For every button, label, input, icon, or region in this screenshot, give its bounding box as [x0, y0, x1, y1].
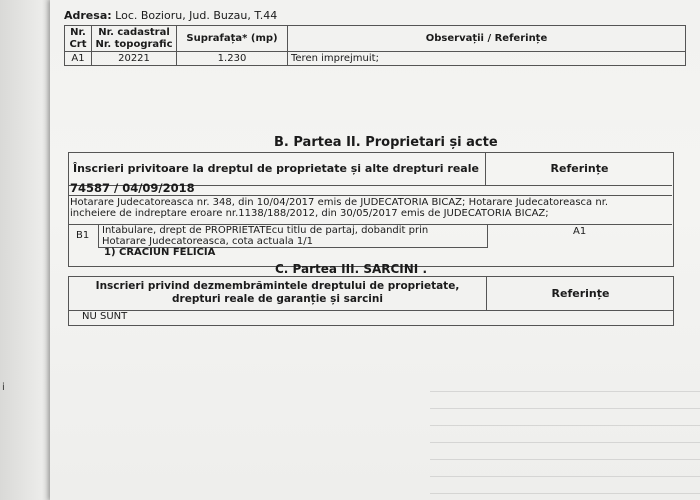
cell-area: 1.230 — [177, 52, 288, 66]
act-line-2: incheiere de indreptare eroare nr.1138/188/2012, din 30/05/2017 emis de JUDECATORIA BICAZ; — [70, 208, 549, 219]
divider — [98, 224, 99, 248]
act-line-1: Hotarare Judecatoreasca nr. 348, din 10/04/2017 emis de JUDECATORIA BICAZ; Hotarare Judecatoreasca nr. — [70, 197, 609, 208]
section-c-header-right: Referințe — [551, 287, 610, 300]
section-b-header-left: Înscrieri privitoare la dreptul de proprietate și alte drepturi reale — [68, 152, 486, 185]
address-value: Loc. Bozioru, Jud. Buzau, T.44 — [115, 9, 278, 22]
row-id: B1 — [76, 230, 90, 241]
section-c-value: NU SUNT — [82, 311, 128, 322]
address-label: Adresa: — [64, 9, 112, 22]
bleed-through-lines — [430, 375, 700, 500]
cell-cadastral: 20221 — [92, 52, 177, 66]
parcel-table-header — [65, 26, 686, 52]
section-b-title: B. Partea II. Proprietari și acte — [274, 135, 498, 150]
left-page-mark: i — [2, 382, 5, 393]
parcel-table — [64, 25, 686, 66]
divider — [68, 195, 672, 196]
section-b-header-right: Referințe — [550, 162, 609, 175]
divider — [487, 224, 488, 248]
header-nr-crt: Nr. Crt — [65, 26, 92, 52]
row-ref: A1 — [573, 226, 587, 237]
cell-notes: Teren imprejmuit; — [288, 52, 686, 66]
address-line — [64, 9, 277, 22]
table-row — [65, 52, 686, 66]
left-page-edge — [0, 0, 52, 500]
section-c-title: C. Partea III. SARCINI . — [275, 262, 427, 276]
row-text-1: Intabulare, drept de PROPRIETATEcu titlu de partaj, dobandit prin — [102, 225, 429, 236]
cell-nr-crt: A1 — [65, 52, 92, 66]
header-area: Suprafața* (mp) — [177, 26, 288, 52]
owner-name: 1) CRACIUN FELICIA — [104, 247, 216, 258]
section-c-header — [68, 276, 674, 311]
section-c-header-left: Inscrieri privind dezmembrămintele dreptului de proprietate, drepturi reale de garanție și sarcini — [69, 277, 487, 310]
header-notes: Observații / Referințe — [288, 26, 686, 52]
section-c-row — [68, 309, 674, 326]
header-cadastral: Nr. cadastral Nr. topografic — [92, 26, 177, 52]
entry-id: 74587 / 04/09/2018 — [70, 181, 195, 195]
row-text-2: Hotarare Judecatoreasca, cota actuala 1/1 — [102, 236, 314, 247]
